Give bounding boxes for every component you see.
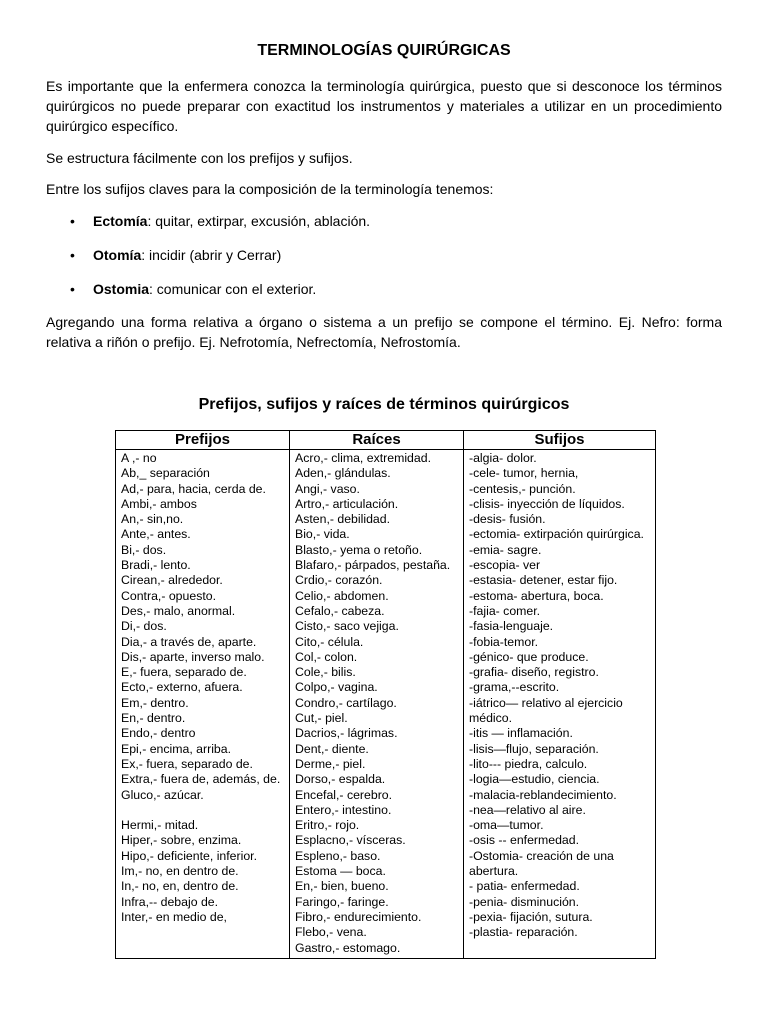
- sufijos-entry: -emia- sagre.: [469, 542, 542, 557]
- raices-entry: Derme,- piel.: [295, 756, 366, 771]
- header-prefijos: Prefijos: [116, 431, 290, 450]
- prefijos-entry: Hermi,- mitad.: [121, 818, 199, 833]
- sufijos-entry: -malacia-reblandecimiento.: [469, 787, 617, 802]
- prefijos-entry: Infra,-- debajo de.: [121, 894, 219, 909]
- prefijos-entry: Endo,- dentro: [121, 726, 196, 741]
- raices-entry: Bio,- vida.: [295, 527, 350, 542]
- raices-entry: Blafaro,- párpados, pestaña.: [295, 558, 451, 573]
- sufijos-entry: -osis -- enfermedad.: [469, 833, 580, 848]
- sufijos-entry: -génico- que produce.: [469, 649, 589, 664]
- sufijos-entry: -escopia- ver: [469, 558, 541, 573]
- raices-column: [290, 450, 464, 959]
- prefijos-entry: Hiper,- sobre, enzima.: [121, 833, 242, 848]
- raices-entry: Gastro,- estomago.: [295, 940, 401, 955]
- sufijos-entry: -estasia- detener, estar fijo.: [469, 573, 618, 588]
- bullet-term: Ectomía: [93, 213, 148, 229]
- bullet-term: Otomía: [93, 247, 142, 263]
- sufijos-entry: -centesis,- punción.: [469, 481, 576, 496]
- sufijos-entry: -pexia- fijación, sutura.: [469, 909, 593, 924]
- sufijos-entry: -cele- tumor, hernia,: [469, 466, 579, 481]
- bullet-desc: : comunicar con el exterior.: [149, 281, 317, 297]
- prefijos-entry: Ad,- para, hacia, cerda de.: [121, 481, 266, 496]
- raices-entry: Crdio,- corazón.: [295, 573, 383, 588]
- document-title: TERMINOLOGÍAS QUIRÚRGICAS: [257, 42, 511, 59]
- sufijos-entry: -iátrico— relativo al ejercicio médico.: [469, 695, 623, 726]
- raices-entry: Col,- colon.: [295, 649, 358, 664]
- sufijos-entry: -logia—estudio, ciencia.: [469, 772, 600, 787]
- prefijos-entry: Im,- no, en dentro de.: [121, 864, 239, 879]
- prefijos-entry: Contra,- opuesto.: [121, 588, 217, 603]
- terms-table: [115, 430, 656, 959]
- sufijos-entry: -plastia- reparación.: [469, 925, 578, 940]
- prefijos-entry: Extra,- fuera de, además, de.: [121, 772, 281, 787]
- raices-entry: En,- bien, bueno.: [295, 879, 389, 894]
- raices-entry: Encefal,- cerebro.: [295, 787, 393, 802]
- raices-entry: Cut,- piel.: [295, 711, 348, 726]
- raices-entry: Dorso,- espalda.: [295, 772, 386, 787]
- prefijos-entry: A ,- no: [121, 451, 157, 465]
- prefijos-entry: Em,- dentro.: [121, 695, 189, 710]
- raices-entry: Dent,- diente.: [295, 741, 369, 756]
- sufijos-entry: -fajia- comer.: [469, 603, 541, 618]
- sufijos-entry: -nea—relativo al aire.: [469, 802, 586, 817]
- prefijos-entry: En,- dentro.: [121, 711, 186, 726]
- prefijos-entry: Dia,- a través de, aparte.: [121, 634, 257, 649]
- prefijos-entry: Cirean,- alrededor.: [121, 573, 223, 588]
- prefijos-entry: Dis,- aparte, inverso malo.: [121, 649, 265, 664]
- raices-entry: Estoma — boca.: [295, 864, 386, 879]
- suffix-intro-paragraph: Entre los sufijos claves para la composición de la terminología tenemos:: [46, 181, 494, 197]
- raices-entry: Fibro,- endurecimiento.: [295, 909, 422, 924]
- sufijos-entry: -ectomia- extirpación quirúrgica.: [469, 527, 644, 542]
- raices-entry: Faringo,- faringe.: [295, 894, 389, 909]
- sufijos-entry: -fasia-lenguaje.: [469, 619, 554, 634]
- raices-entry: Celio,- abdomen.: [295, 588, 389, 603]
- header-sufijos: Sufijos: [464, 431, 656, 450]
- raices-entry: Cole,- bilis.: [295, 665, 356, 680]
- raices-entry: Blasto,- yema o retoño.: [295, 542, 423, 557]
- raices-entry: Condro,- cartílago.: [295, 695, 397, 710]
- sufijos-entry: -clisis- inyección de líquidos.: [469, 496, 625, 511]
- raices-entry: Artro,- articulación.: [295, 496, 399, 511]
- header-raices: Raíces: [290, 431, 464, 450]
- prefijos-entry: Ex,- fuera, separado de.: [121, 756, 253, 771]
- closing-paragraph: Agregando una forma relativa a órgano o sistema a un prefijo se compone el término. Ej. Nefro: forma relativa a riñón o prefijo. Ej. Nefrotomía, Nefrectomía, Nefrostomía.: [46, 314, 722, 350]
- prefijos-entry: Ante,- antes.: [121, 527, 191, 542]
- prefijos-entry: Des,- malo, anormal.: [121, 603, 236, 618]
- raices-entry: Flebo,- vena.: [295, 925, 367, 940]
- sufijos-entry: -itis — inflamación.: [469, 726, 573, 741]
- raices-entry: Asten,- debilidad.: [295, 512, 391, 527]
- structure-paragraph: Se estructura fácilmente con los prefijos y sufijos.: [46, 150, 353, 166]
- raices-entry: Eritro,- rojo.: [295, 818, 360, 833]
- prefijos-entry: Epi,- encima, arriba.: [121, 741, 232, 756]
- bullet-desc: : quitar, extirpar, excusión, ablación.: [147, 213, 371, 229]
- sufijos-entry: -Ostomia- creación de una abertura.: [469, 848, 614, 879]
- bullet-dot-icon: •: [70, 281, 75, 297]
- prefijos-entry: Bi,- dos.: [121, 542, 167, 557]
- prefijos-entry: In,- no, en, dentro de.: [121, 879, 239, 894]
- sufijos-entry: -lito--- piedra, calculo.: [469, 756, 588, 771]
- bullet-desc: : incidir (abrir y Cerrar): [141, 247, 282, 263]
- sufijos-entry: -lisis—flujo, separación.: [469, 741, 599, 756]
- prefijos-entry: Di,- dos.: [121, 619, 167, 634]
- sufijos-entry: - patia- enfermedad.: [469, 879, 580, 894]
- raices-entry: Cefalo,- cabeza.: [295, 603, 385, 618]
- raices-entry: Aden,- glándulas.: [295, 466, 391, 481]
- sufijos-entry: -algia- dolor.: [469, 451, 537, 465]
- prefijos-entry: E,- fuera, separado de.: [121, 665, 247, 680]
- raices-entry: Cisto,- saco vejiga.: [295, 619, 399, 634]
- prefijos-entry: Hipo,- deficiente, inferior.: [121, 848, 258, 863]
- raices-entry: Acro,- clima, extremidad.: [295, 451, 431, 465]
- raices-entry: Espleno,- baso.: [295, 848, 381, 863]
- sufijos-entry: -estoma- abertura, boca.: [469, 588, 604, 603]
- prefijos-column: [116, 450, 290, 959]
- table-title: Prefijos, sufijos y raíces de términos quirúrgicos: [198, 396, 570, 413]
- raices-entry: Colpo,- vagina.: [295, 680, 378, 695]
- prefijos-entry: Bradi,- lento.: [121, 558, 191, 573]
- prefijos-entry: An,- sin,no.: [121, 512, 184, 527]
- prefijos-entry: Ab,_ separación: [121, 466, 210, 481]
- raices-entry: Angi,- vaso.: [295, 481, 360, 496]
- sufijos-entry: -oma—tumor.: [469, 818, 544, 833]
- prefijos-entry: Inter,- en medio de,: [121, 909, 227, 924]
- sufijos-entry: -fobia-temor.: [469, 634, 539, 649]
- bullet-dot-icon: •: [70, 213, 75, 229]
- bullet-term: Ostomia: [93, 281, 150, 297]
- sufijos-entry: -grama,--escrito.: [469, 680, 560, 695]
- bullet-dot-icon: •: [70, 247, 75, 263]
- raices-entry: Entero,- intestino.: [295, 802, 392, 817]
- prefijos-entry: Ecto,- externo, afuera.: [121, 680, 243, 695]
- prefijos-entry: Ambi,- ambos: [121, 496, 197, 511]
- prefijos-entry: [121, 803, 285, 818]
- prefijos-entry: Gluco,- azúcar.: [121, 787, 204, 802]
- sufijos-entry: -grafia- diseño, registro.: [469, 665, 599, 680]
- sufijos-column: [464, 450, 656, 959]
- raices-entry: Dacrios,- lágrimas.: [295, 726, 398, 741]
- sufijos-entry: -desis- fusión.: [469, 512, 546, 527]
- intro-paragraph: Es importante que la enfermera conozca la terminología quirúrgica, puesto que si desconoce los términos quirúrgicos no puede preparar con exactitud los instrumentos y materiales a utilizar en un procedimiento quirúrgico específico.: [46, 78, 722, 134]
- raices-entry: Esplacno,- vísceras.: [295, 833, 406, 848]
- sufijos-entry: -penia- disminución.: [469, 894, 580, 909]
- raices-entry: Cito,- célula.: [295, 634, 364, 649]
